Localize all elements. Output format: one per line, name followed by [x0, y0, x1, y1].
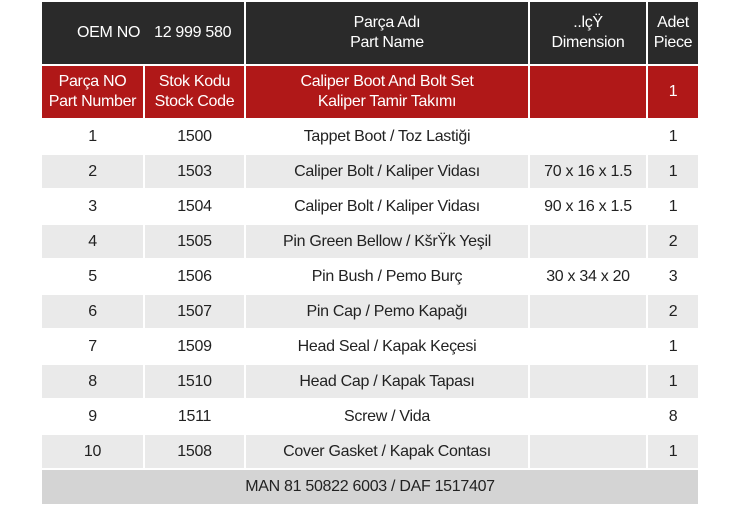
stock-code-cell: 1506	[144, 259, 245, 294]
quantity-cell: 1	[647, 189, 699, 224]
part-number-cell: 5	[41, 259, 144, 294]
dimension-header	[529, 1, 647, 65]
part-number-header-tr: Parça NO	[58, 73, 127, 90]
set-name-en: Caliper Boot And Bolt Set	[300, 73, 474, 90]
cross-reference-note: MAN 81 50822 6003 / DAF 1517407	[41, 469, 699, 505]
part-number-cell: 7	[41, 329, 144, 364]
set-name-tr: Kaliper Tamir Takımı	[317, 93, 457, 110]
piece-header-en: Piece	[653, 34, 693, 51]
part-name-cell: Caliper Bolt / Kaliper Vidası	[245, 154, 529, 189]
part-number-header	[41, 65, 144, 119]
quantity-cell: 1	[647, 329, 699, 364]
dimension-cell	[529, 224, 647, 259]
set-row	[41, 65, 699, 119]
part-name-cell: Head Seal / Kapak Keçesi	[245, 329, 529, 364]
oem-number-cell	[41, 1, 245, 65]
table-row	[41, 329, 699, 364]
dimension-cell	[529, 364, 647, 399]
stock-code-cell: 1508	[144, 434, 245, 469]
quantity-cell: 2	[647, 294, 699, 329]
dimension-cell	[529, 294, 647, 329]
oem-value: 12 999 580	[154, 24, 232, 41]
part-number-cell: 4	[41, 224, 144, 259]
parts-table	[40, 0, 700, 506]
quantity-cell: 3	[647, 259, 699, 294]
part-number-cell: 6	[41, 294, 144, 329]
stock-code-cell: 1500	[144, 119, 245, 154]
header-row	[41, 1, 699, 65]
part-name-cell: Cover Gasket / Kapak Contası	[245, 434, 529, 469]
table-row	[41, 294, 699, 329]
stock-code-cell: 1510	[144, 364, 245, 399]
stock-code-cell: 1505	[144, 224, 245, 259]
part-number-cell: 1	[41, 119, 144, 154]
piece-header-tr: Adet	[657, 14, 689, 31]
table-row	[41, 364, 699, 399]
dimension-cell: 90 x 16 x 1.5	[529, 189, 647, 224]
table-row	[41, 259, 699, 294]
dimension-header-en: Dimension	[551, 34, 625, 51]
part-number-cell: 10	[41, 434, 144, 469]
stock-code-cell: 1511	[144, 399, 245, 434]
quantity-cell: 1	[647, 434, 699, 469]
table-row	[41, 189, 699, 224]
parts-spec-sheet	[40, 0, 698, 500]
stock-code-header-en: Stock Code	[154, 93, 235, 110]
quantity-cell: 2	[647, 224, 699, 259]
part-name-cell: Screw / Vida	[245, 399, 529, 434]
part-name-cell: Pin Bush / Pemo Burç	[245, 259, 529, 294]
dimension-cell	[529, 329, 647, 364]
table-row	[41, 399, 699, 434]
part-name-cell: Pin Cap / Pemo Kapağı	[245, 294, 529, 329]
dimension-cell: 30 x 34 x 20	[529, 259, 647, 294]
part-name-header	[245, 1, 529, 65]
table-row	[41, 224, 699, 259]
dimension-cell	[529, 399, 647, 434]
oem-label: OEM NO	[77, 24, 141, 41]
stock-code-cell: 1507	[144, 294, 245, 329]
part-name-cell: Pin Green Bellow / KšrŸk Yeşil	[245, 224, 529, 259]
part-number-cell: 3	[41, 189, 144, 224]
set-dimension-cell	[529, 65, 647, 119]
table-row	[41, 154, 699, 189]
stock-code-cell: 1503	[144, 154, 245, 189]
dimension-cell	[529, 434, 647, 469]
part-number-cell: 8	[41, 364, 144, 399]
piece-header	[647, 1, 699, 65]
part-number-header-en: Part Number	[48, 93, 137, 110]
quantity-cell: 8	[647, 399, 699, 434]
set-quantity-cell: 1	[647, 65, 699, 119]
part-number-cell: 9	[41, 399, 144, 434]
part-name-header-en: Part Name	[350, 34, 424, 51]
stock-code-cell: 1509	[144, 329, 245, 364]
dimension-header-tr: ..lçŸ	[573, 14, 603, 31]
set-name-cell	[245, 65, 529, 119]
dimension-cell	[529, 119, 647, 154]
table-row	[41, 119, 699, 154]
stock-code-header	[144, 65, 245, 119]
quantity-cell: 1	[647, 364, 699, 399]
part-number-cell: 2	[41, 154, 144, 189]
quantity-cell: 1	[647, 119, 699, 154]
table-row	[41, 434, 699, 469]
quantity-cell: 1	[647, 154, 699, 189]
stock-code-header-tr: Stok Kodu	[158, 73, 231, 90]
part-name-cell: Caliper Bolt / Kaliper Vidası	[245, 189, 529, 224]
dimension-cell: 70 x 16 x 1.5	[529, 154, 647, 189]
part-name-cell: Tappet Boot / Toz Lastiği	[245, 119, 529, 154]
part-name-header-tr: Parça Adı	[353, 14, 421, 31]
part-name-cell: Head Cap / Kapak Tapası	[245, 364, 529, 399]
stock-code-cell: 1504	[144, 189, 245, 224]
